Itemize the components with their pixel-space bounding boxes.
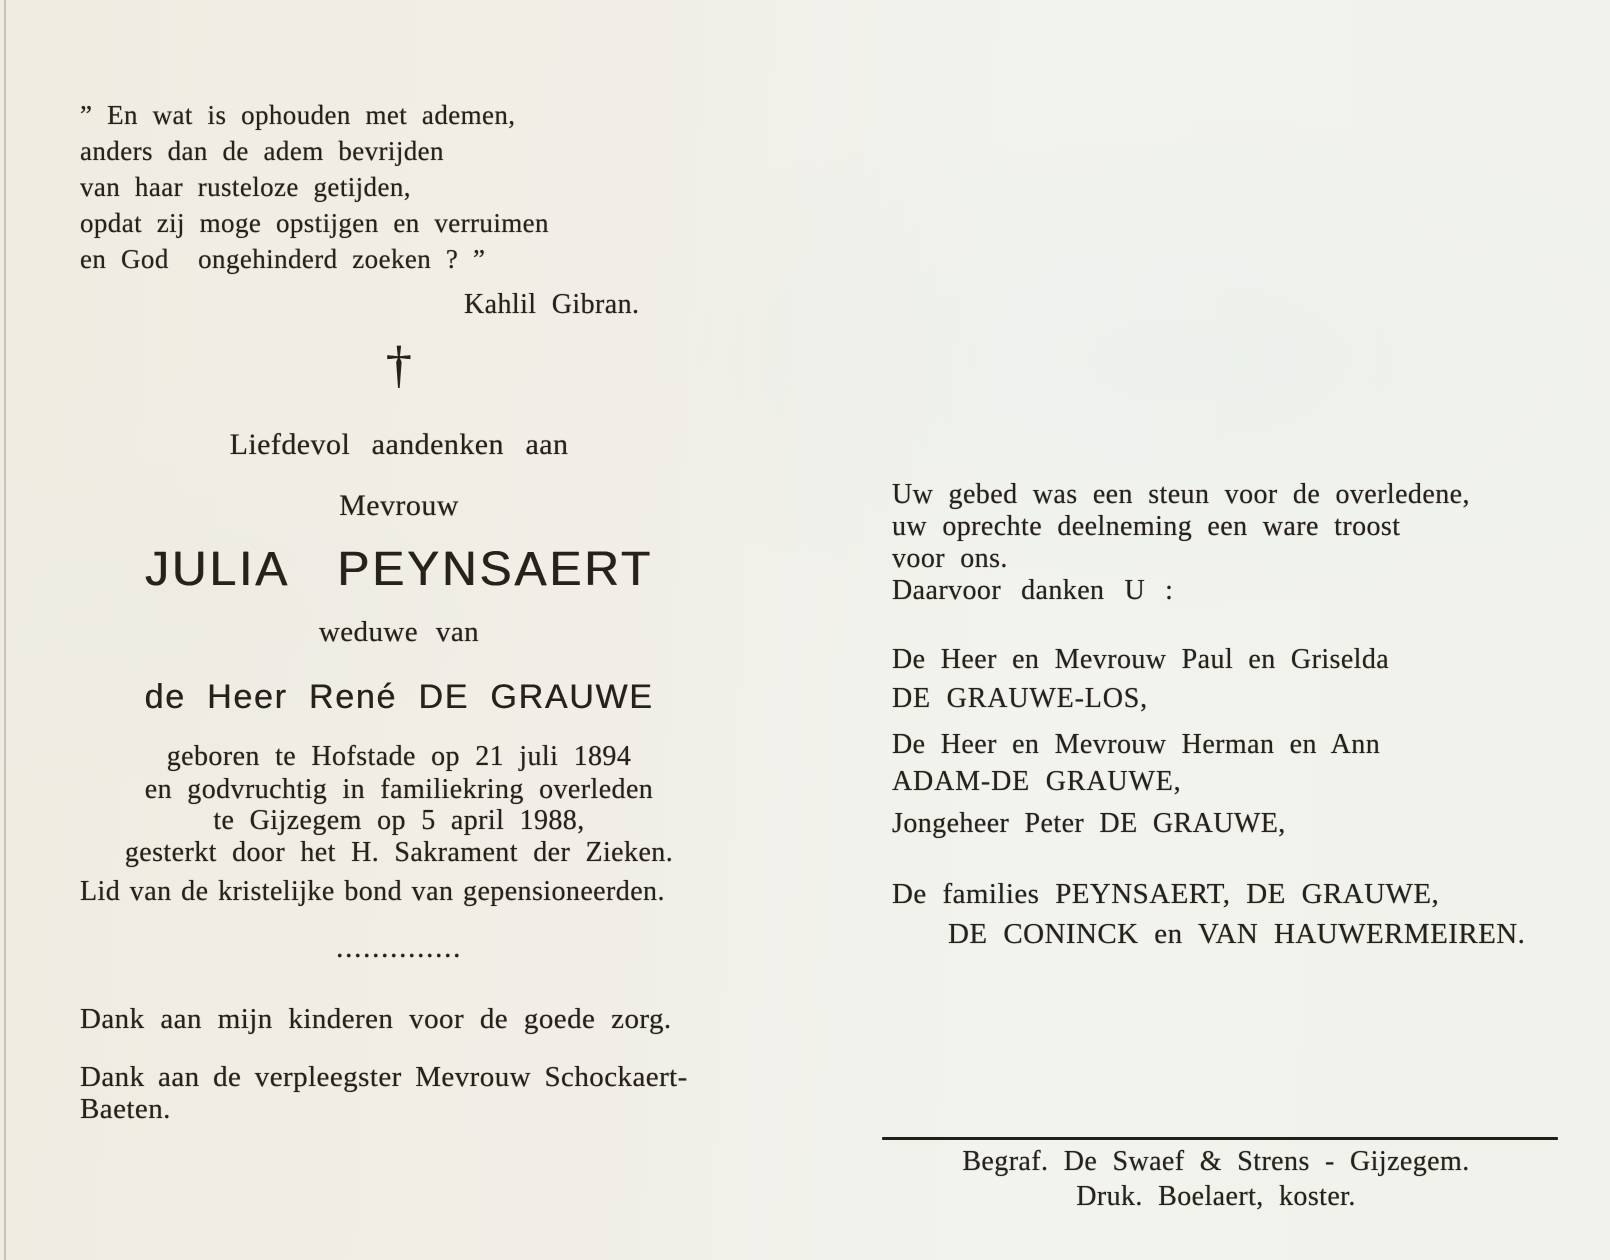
- families-line: DE CONINCK en VAN HAUWERMEIREN.: [948, 918, 1526, 950]
- poem-attribution: Kahlil Gibran.: [464, 289, 640, 320]
- families-line: De families PEYNSAERT, DE GRAUWE,: [892, 878, 1440, 910]
- poem-line: opdat zij moge opstijgen en verruimen: [80, 208, 549, 238]
- deceased-name: JULIA PEYNSAERT: [144, 543, 654, 596]
- thanks-line: Dank aan mijn kinderen voor de goede zorg.: [80, 1003, 672, 1035]
- gratitude-line: uw oprechte deelneming een ware troost: [892, 511, 1401, 542]
- relation-label: weduwe van: [318, 616, 480, 648]
- life-event-line: en godvruchtig in familiekring overleden: [144, 774, 654, 805]
- spouse-name: de Heer René DE GRAUWE: [144, 678, 654, 716]
- life-event-line: te Gijzegem op 5 april 1988,: [213, 805, 585, 836]
- printer-line: Druk. Boelaert, koster.: [1076, 1181, 1356, 1212]
- thanks-line: Baeten.: [80, 1093, 171, 1125]
- poem-line: ” En wat is ophouden met ademen,: [80, 100, 516, 130]
- life-event-line: geboren te Hofstade op 21 juli 1894: [166, 741, 632, 772]
- acknowledged-line: De Heer en Mevrouw Paul en Griselda: [892, 644, 1390, 675]
- scan-edge-line: [4, 0, 6, 1260]
- gratitude-line: voor ons.: [892, 543, 1008, 574]
- gratitude-line: Daarvoor danken U :: [892, 575, 1174, 606]
- acknowledged-line: Jongeheer Peter DE GRAUWE,: [892, 808, 1286, 839]
- undertaker-line: Begraf. De Swaef & Strens - Gijzegem.: [962, 1146, 1470, 1177]
- acknowledged-line: DE GRAUWE-LOS,: [892, 683, 1149, 714]
- acknowledged-line: ADAM-DE GRAUWE,: [892, 766, 1182, 797]
- honorific: Mevrouw: [339, 489, 459, 522]
- acknowledged-line: De Heer en Mevrouw Herman en Ann: [892, 729, 1381, 760]
- poem-line: anders dan de adem bevrijden: [80, 136, 444, 166]
- life-event-line: gesterkt door het H. Sakrament der Zieken.: [124, 837, 674, 868]
- poem-line: en God ongehinderd zoeken ? ”: [80, 244, 486, 274]
- gratitude-line: Uw gebed was een steun voor de overledene,: [892, 479, 1470, 510]
- dotted-divider: ..............: [336, 931, 462, 964]
- poem-line: van haar rusteloze getijden,: [80, 172, 411, 202]
- footer-divider: [882, 1137, 1558, 1140]
- membership-line: Lid van de kristelijke bond van gepensioneerden.: [80, 876, 665, 907]
- cross-icon: †: [385, 337, 413, 394]
- intro-line: Liefdevol aandenken aan: [229, 428, 569, 461]
- thanks-line: Dank aan de verpleegster Mevrouw Schockaert-: [80, 1061, 688, 1093]
